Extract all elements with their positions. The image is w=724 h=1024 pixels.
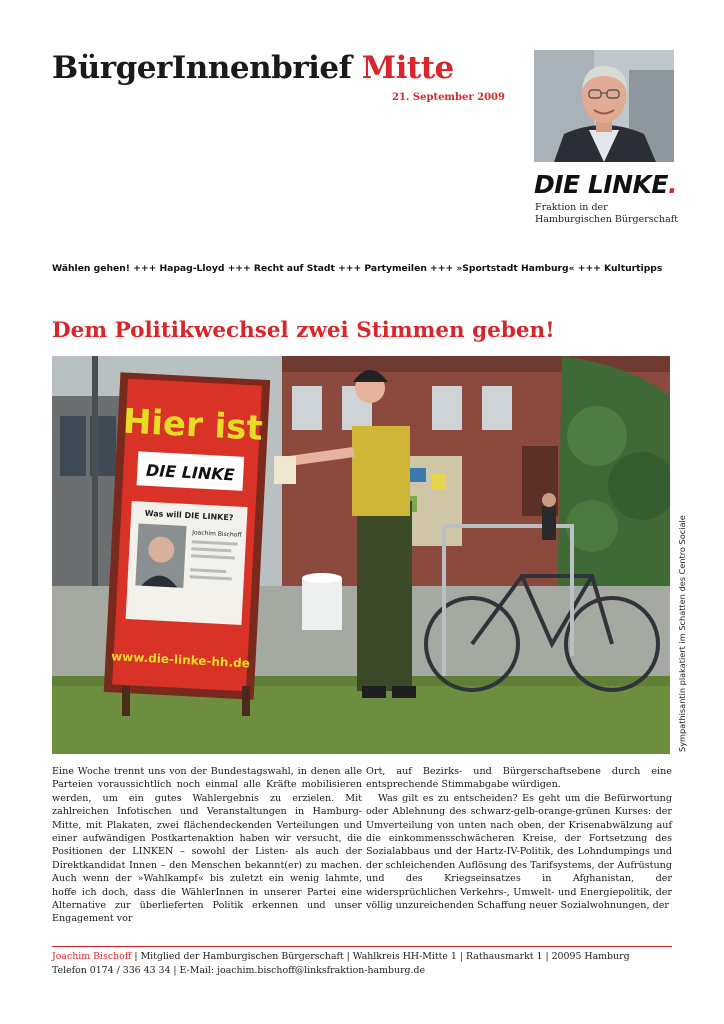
masthead-title <box>52 50 454 86</box>
party-logo: DIE LINKE. <box>534 170 677 199</box>
campaign-photo <box>52 356 670 754</box>
article-column-1 <box>52 765 362 926</box>
article-paragraph: Was gilt es zu entscheiden? Es geht um die Befürwortung oder Ablehnung des schwarz-gelb-orange-grünen Kurses: der Umverteilung von unten nach oben, der Krisenabwälzung auf die einkommensschwächeren Kreise, der Fortsetzung des Sozialabbaus und der Hartz-IV-Politik, des Lohndumpings und der schleichenden Auflösung des Tarifsystems, der Aufrüstung und des Kriegseinsatzes in Afghanistan, der widersprüchlichen Verkehrs-, Umwelt- und Energiepolitik, der völlig unzureichenden Schaffung neuer Sozialwohnungen, der <box>366 792 672 912</box>
masthead-title-main: BürgerInnenbrief <box>52 50 352 86</box>
article-paragraph: Eine Woche trennt uns von der Bundestagswahl, in denen alle Parteien voraussichtlich noch einmal alle Kräfte mobilisieren werden, um ein gutes Wahlergebnis zu erzielen. Mit zahlreichen Infotischen und Veranstaltungen in Hamburg-Mitte, mit Plakaten, zwei flächendeckenden Verteilungen und einer aufwändigen Postkartenaktion haben wir versucht, die Positionen der LINKEN – sowohl der Listen- als auch der Direktkandidat Innen – den Menschen bekannt(er) zu machen. Auch wenn der »Wahlkampf« bis zuletzt ein wenig lahmte, hoffe ich doch, dass die WählerInnen in unserer Partei eine Alternative zur überlieferten Politik erkennen und unser Engagement vor <box>52 766 362 925</box>
footer-line-1 <box>52 950 630 964</box>
footer-divider <box>52 946 672 947</box>
fraktion-line-2: Hamburgischen Bürgerschaft <box>535 214 679 225</box>
poster-url: www.die-linke-hh.de <box>110 649 251 671</box>
poster-party: DIE LINKE <box>145 460 236 485</box>
poster-slogan: Hier ist <box>121 401 264 449</box>
article-paragraph: Ort, auf Bezirks- und Bürgerschaftsebene durch eine entsprechende Stimmabgabe würdigen. <box>366 766 672 791</box>
fraktion-line-1: Fraktion in der <box>535 202 608 213</box>
poster-candidate: Joachim Bischoff <box>191 529 242 539</box>
issue-date: 21. September 2009 <box>392 92 505 103</box>
author-portrait <box>534 50 674 162</box>
teaser-line: Wählen gehen! +++ Hapag-Lloyd +++ Recht auf Stadt +++ Partymeilen +++ »Sportstadt Hamburg« +++ Kulturtipps <box>52 263 663 274</box>
masthead-title-accent: Mitte <box>361 50 454 86</box>
footer-name: Joachim Bischoff <box>52 951 132 962</box>
article-headline: Dem Politikwechsel zwei Stimmen geben! <box>52 318 555 343</box>
footer-details: | Mitglied der Hamburgischen Bürgerschaft | Wahlkreis HH-Mitte 1 | Rathausmarkt 1 | 20095 Hamburg <box>131 951 630 962</box>
footer-line-2: Telefon 0174 / 336 43 34 | E-Mail: joachim.bischoff@linksfraktion-hamburg.de <box>52 964 426 976</box>
poster-question: Was will DIE LINKE? <box>144 508 234 523</box>
photo-credit: Sympathisantin plakatiert im Schatten des Centro Sociale <box>677 515 687 752</box>
article-column-2 <box>366 765 672 912</box>
fraktion-label <box>535 202 678 226</box>
footer-contact <box>52 950 630 977</box>
